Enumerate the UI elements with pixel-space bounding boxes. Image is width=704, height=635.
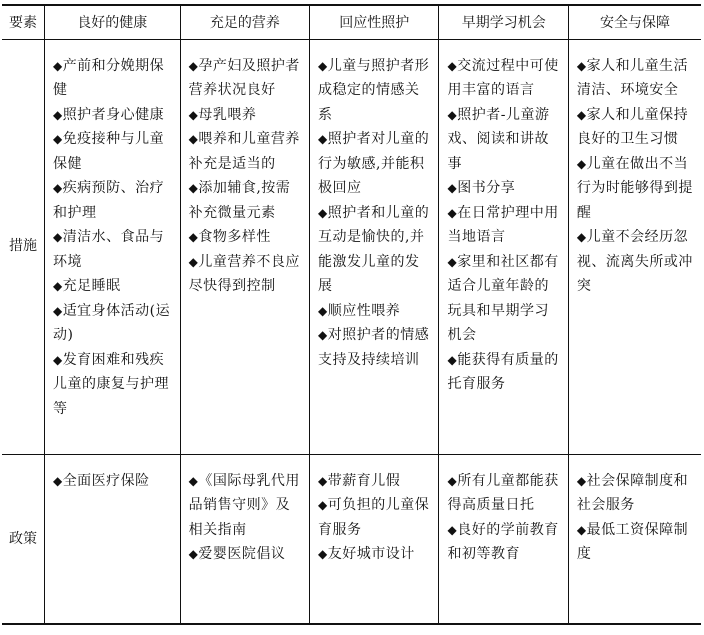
list-item-text: 图书分享 <box>457 180 516 196</box>
diamond-bullet-icon: ◆ <box>188 547 199 561</box>
diamond-bullet-icon: ◆ <box>188 107 199 122</box>
list-item-text: 免疫接种与儿童保健 <box>52 131 165 172</box>
table-row-measures <box>2 39 701 454</box>
list-item <box>53 274 174 299</box>
list-item <box>318 542 432 567</box>
diamond-bullet-icon: ◆ <box>188 132 199 146</box>
list-item-text: 儿童与照护者形成稳定的情感关系 <box>318 57 430 123</box>
diamond-bullet-icon: ◆ <box>52 303 63 318</box>
list-item-text: 喂养和儿童营养补充是适当的 <box>188 131 300 172</box>
table-cell <box>44 39 180 454</box>
list-item-text: 对照护者的情感支持及持续培训 <box>318 327 430 368</box>
list-item-text: 所有儿童都能获得高质量日托 <box>447 472 559 513</box>
list-item-text: 孕产妇及照护者营养状况良好 <box>188 57 300 98</box>
list-item-text: 家人和儿童保持良好的卫生习惯 <box>576 106 689 147</box>
list-item <box>447 54 561 103</box>
list-item <box>189 176 303 225</box>
list-item <box>447 250 561 348</box>
list-item-text: 疾病预防、治疗和护理 <box>52 180 165 221</box>
list-item <box>577 54 695 103</box>
list-item <box>447 518 561 567</box>
header-cell-element: 要素 <box>2 5 44 39</box>
list-item-text: 照护者和儿童的互动是愉快的,并能激发儿童的发展 <box>318 204 430 294</box>
list-item-text: 母乳喂养 <box>198 106 257 123</box>
diamond-bullet-icon: ◆ <box>447 352 458 367</box>
table-cell <box>310 454 439 624</box>
list-item-text: 《国际母乳代用品销售守则》及相关指南 <box>188 472 300 538</box>
list-item <box>577 103 695 152</box>
list-item <box>577 518 695 567</box>
list-item-text: 最低工资保障制度 <box>576 521 689 562</box>
list-item <box>53 176 174 225</box>
list-item-text: 爱婴医院倡议 <box>198 546 286 562</box>
list-item <box>189 250 303 299</box>
diamond-bullet-icon: ◆ <box>318 473 328 488</box>
list-item-text: 能获得有质量的托育服务 <box>447 351 559 392</box>
list-item-text: 顺应性喂养 <box>327 302 401 319</box>
diamond-bullet-icon: ◆ <box>576 58 587 73</box>
list-item <box>447 348 561 397</box>
diamond-bullet-icon: ◆ <box>188 473 199 488</box>
diamond-bullet-icon: ◆ <box>318 303 328 318</box>
list-item-text: 照护者-儿童游戏、阅读和讲故事 <box>447 106 550 172</box>
list-item-text: 添加辅食,按需补充微量元素 <box>188 180 291 221</box>
diamond-bullet-icon: ◆ <box>318 132 328 146</box>
list-item-text: 清洁水、食品与环境 <box>52 229 165 270</box>
table-row-policies <box>2 454 701 624</box>
diamond-bullet-icon: ◆ <box>447 205 458 220</box>
list-item <box>577 469 695 518</box>
diamond-bullet-icon: ◆ <box>447 473 458 488</box>
diamond-bullet-icon: ◆ <box>447 58 458 73</box>
diamond-bullet-icon: ◆ <box>52 58 63 73</box>
list-item-text: 儿童营养不良应尽快得到控制 <box>188 253 300 294</box>
list-item-text: 在日常护理中用当地语言 <box>447 204 559 245</box>
diamond-bullet-icon: ◆ <box>318 547 328 561</box>
diamond-bullet-icon: ◆ <box>576 522 587 537</box>
list-item <box>318 469 432 494</box>
table-cell <box>44 454 180 624</box>
header-cell-adequate-nutrition: 充足的营养 <box>180 5 309 39</box>
list-item <box>53 469 174 494</box>
list-item <box>318 54 432 128</box>
list-item <box>318 493 432 542</box>
table-cell <box>180 39 309 454</box>
list-item <box>189 225 303 250</box>
list-item <box>53 299 174 348</box>
list-item-text: 充足睡眠 <box>62 278 121 294</box>
diamond-bullet-icon: ◆ <box>52 279 63 293</box>
list-item-text: 家里和社区都有适合儿童年龄的玩具和早期学习机会 <box>447 253 559 343</box>
list-item <box>53 225 174 274</box>
diamond-bullet-icon: ◆ <box>188 181 199 195</box>
diamond-bullet-icon: ◆ <box>318 205 328 220</box>
diamond-bullet-icon: ◆ <box>188 254 199 269</box>
list-item <box>447 201 561 250</box>
diamond-bullet-icon: ◆ <box>52 230 63 244</box>
diamond-bullet-icon: ◆ <box>576 230 587 244</box>
list-item <box>318 323 432 372</box>
diamond-bullet-icon: ◆ <box>318 498 328 512</box>
diamond-bullet-icon: ◆ <box>576 473 587 488</box>
list-item <box>577 225 695 299</box>
list-item <box>447 103 561 177</box>
list-item-text: 全面医疗保险 <box>62 472 150 489</box>
list-item-text: 发育困难和残疾儿童的康复与护理等 <box>52 351 169 417</box>
list-item <box>318 127 432 201</box>
diamond-bullet-icon: ◆ <box>318 58 328 73</box>
diamond-bullet-icon: ◆ <box>52 107 63 122</box>
header-cell-responsive-caregiving: 回应性照护 <box>310 5 439 39</box>
header-cell-good-health: 良好的健康 <box>44 5 180 39</box>
table-cell <box>568 454 701 624</box>
list-item-text: 友好城市设计 <box>327 546 415 562</box>
list-item <box>53 103 174 128</box>
table-cell <box>310 39 439 454</box>
list-item <box>447 469 561 518</box>
list-item <box>189 54 303 103</box>
header-row <box>2 5 701 39</box>
row-label-policies: 政策 <box>2 454 44 624</box>
list-item <box>189 127 303 176</box>
list-item <box>53 127 174 176</box>
list-item-text: 可负担的儿童保育服务 <box>318 497 430 538</box>
list-item-text: 社会保障制度和社会服务 <box>576 472 689 513</box>
nurturing-care-table <box>2 4 701 625</box>
diamond-bullet-icon: ◆ <box>188 230 199 244</box>
list-item-text: 适宜身体活动(运动) <box>52 302 171 343</box>
list-item-text: 交流过程中可使用丰富的语言 <box>447 57 559 98</box>
diamond-bullet-icon: ◆ <box>52 352 63 367</box>
table-cell <box>180 454 309 624</box>
list-item <box>53 348 174 422</box>
diamond-bullet-icon: ◆ <box>447 522 458 537</box>
list-item <box>318 299 432 324</box>
diamond-bullet-icon: ◆ <box>318 328 328 342</box>
list-item <box>53 54 174 103</box>
list-item-text: 儿童不会经历忽视、流离失所或冲突 <box>576 229 693 294</box>
list-item <box>318 201 432 299</box>
list-item-text: 儿童在做出不当行为时能够得到提醒 <box>576 155 693 221</box>
diamond-bullet-icon: ◆ <box>576 156 587 171</box>
header-cell-safety-security: 安全与保障 <box>568 5 701 39</box>
table-cell <box>439 39 568 454</box>
diamond-bullet-icon: ◆ <box>447 181 458 195</box>
list-item <box>447 176 561 201</box>
list-item-text: 良好的学前教育和初等教育 <box>447 521 559 562</box>
row-label-measures: 措施 <box>2 39 44 454</box>
diamond-bullet-icon: ◆ <box>447 107 458 122</box>
header-cell-early-learning: 早期学习机会 <box>439 5 568 39</box>
list-item <box>189 103 303 128</box>
list-item-text: 照护者对儿童的行为敏感,并能积极回应 <box>318 131 430 196</box>
diamond-bullet-icon: ◆ <box>52 132 63 146</box>
list-item <box>189 542 303 567</box>
list-item <box>189 469 303 543</box>
diamond-bullet-icon: ◆ <box>576 107 587 122</box>
list-item <box>577 152 695 226</box>
table-cell <box>568 39 701 454</box>
diamond-bullet-icon: ◆ <box>188 58 199 73</box>
table-cell <box>439 454 568 624</box>
list-item-text: 照护者身心健康 <box>62 106 165 123</box>
list-item-text: 食物多样性 <box>198 229 271 245</box>
diamond-bullet-icon: ◆ <box>52 181 63 195</box>
list-item-text: 带薪育儿假 <box>327 472 401 489</box>
list-item-text: 产前和分娩期保健 <box>52 57 165 98</box>
diamond-bullet-icon: ◆ <box>447 254 458 269</box>
list-item-text: 家人和儿童生活清洁、环境安全 <box>576 57 689 98</box>
diamond-bullet-icon: ◆ <box>52 473 63 488</box>
